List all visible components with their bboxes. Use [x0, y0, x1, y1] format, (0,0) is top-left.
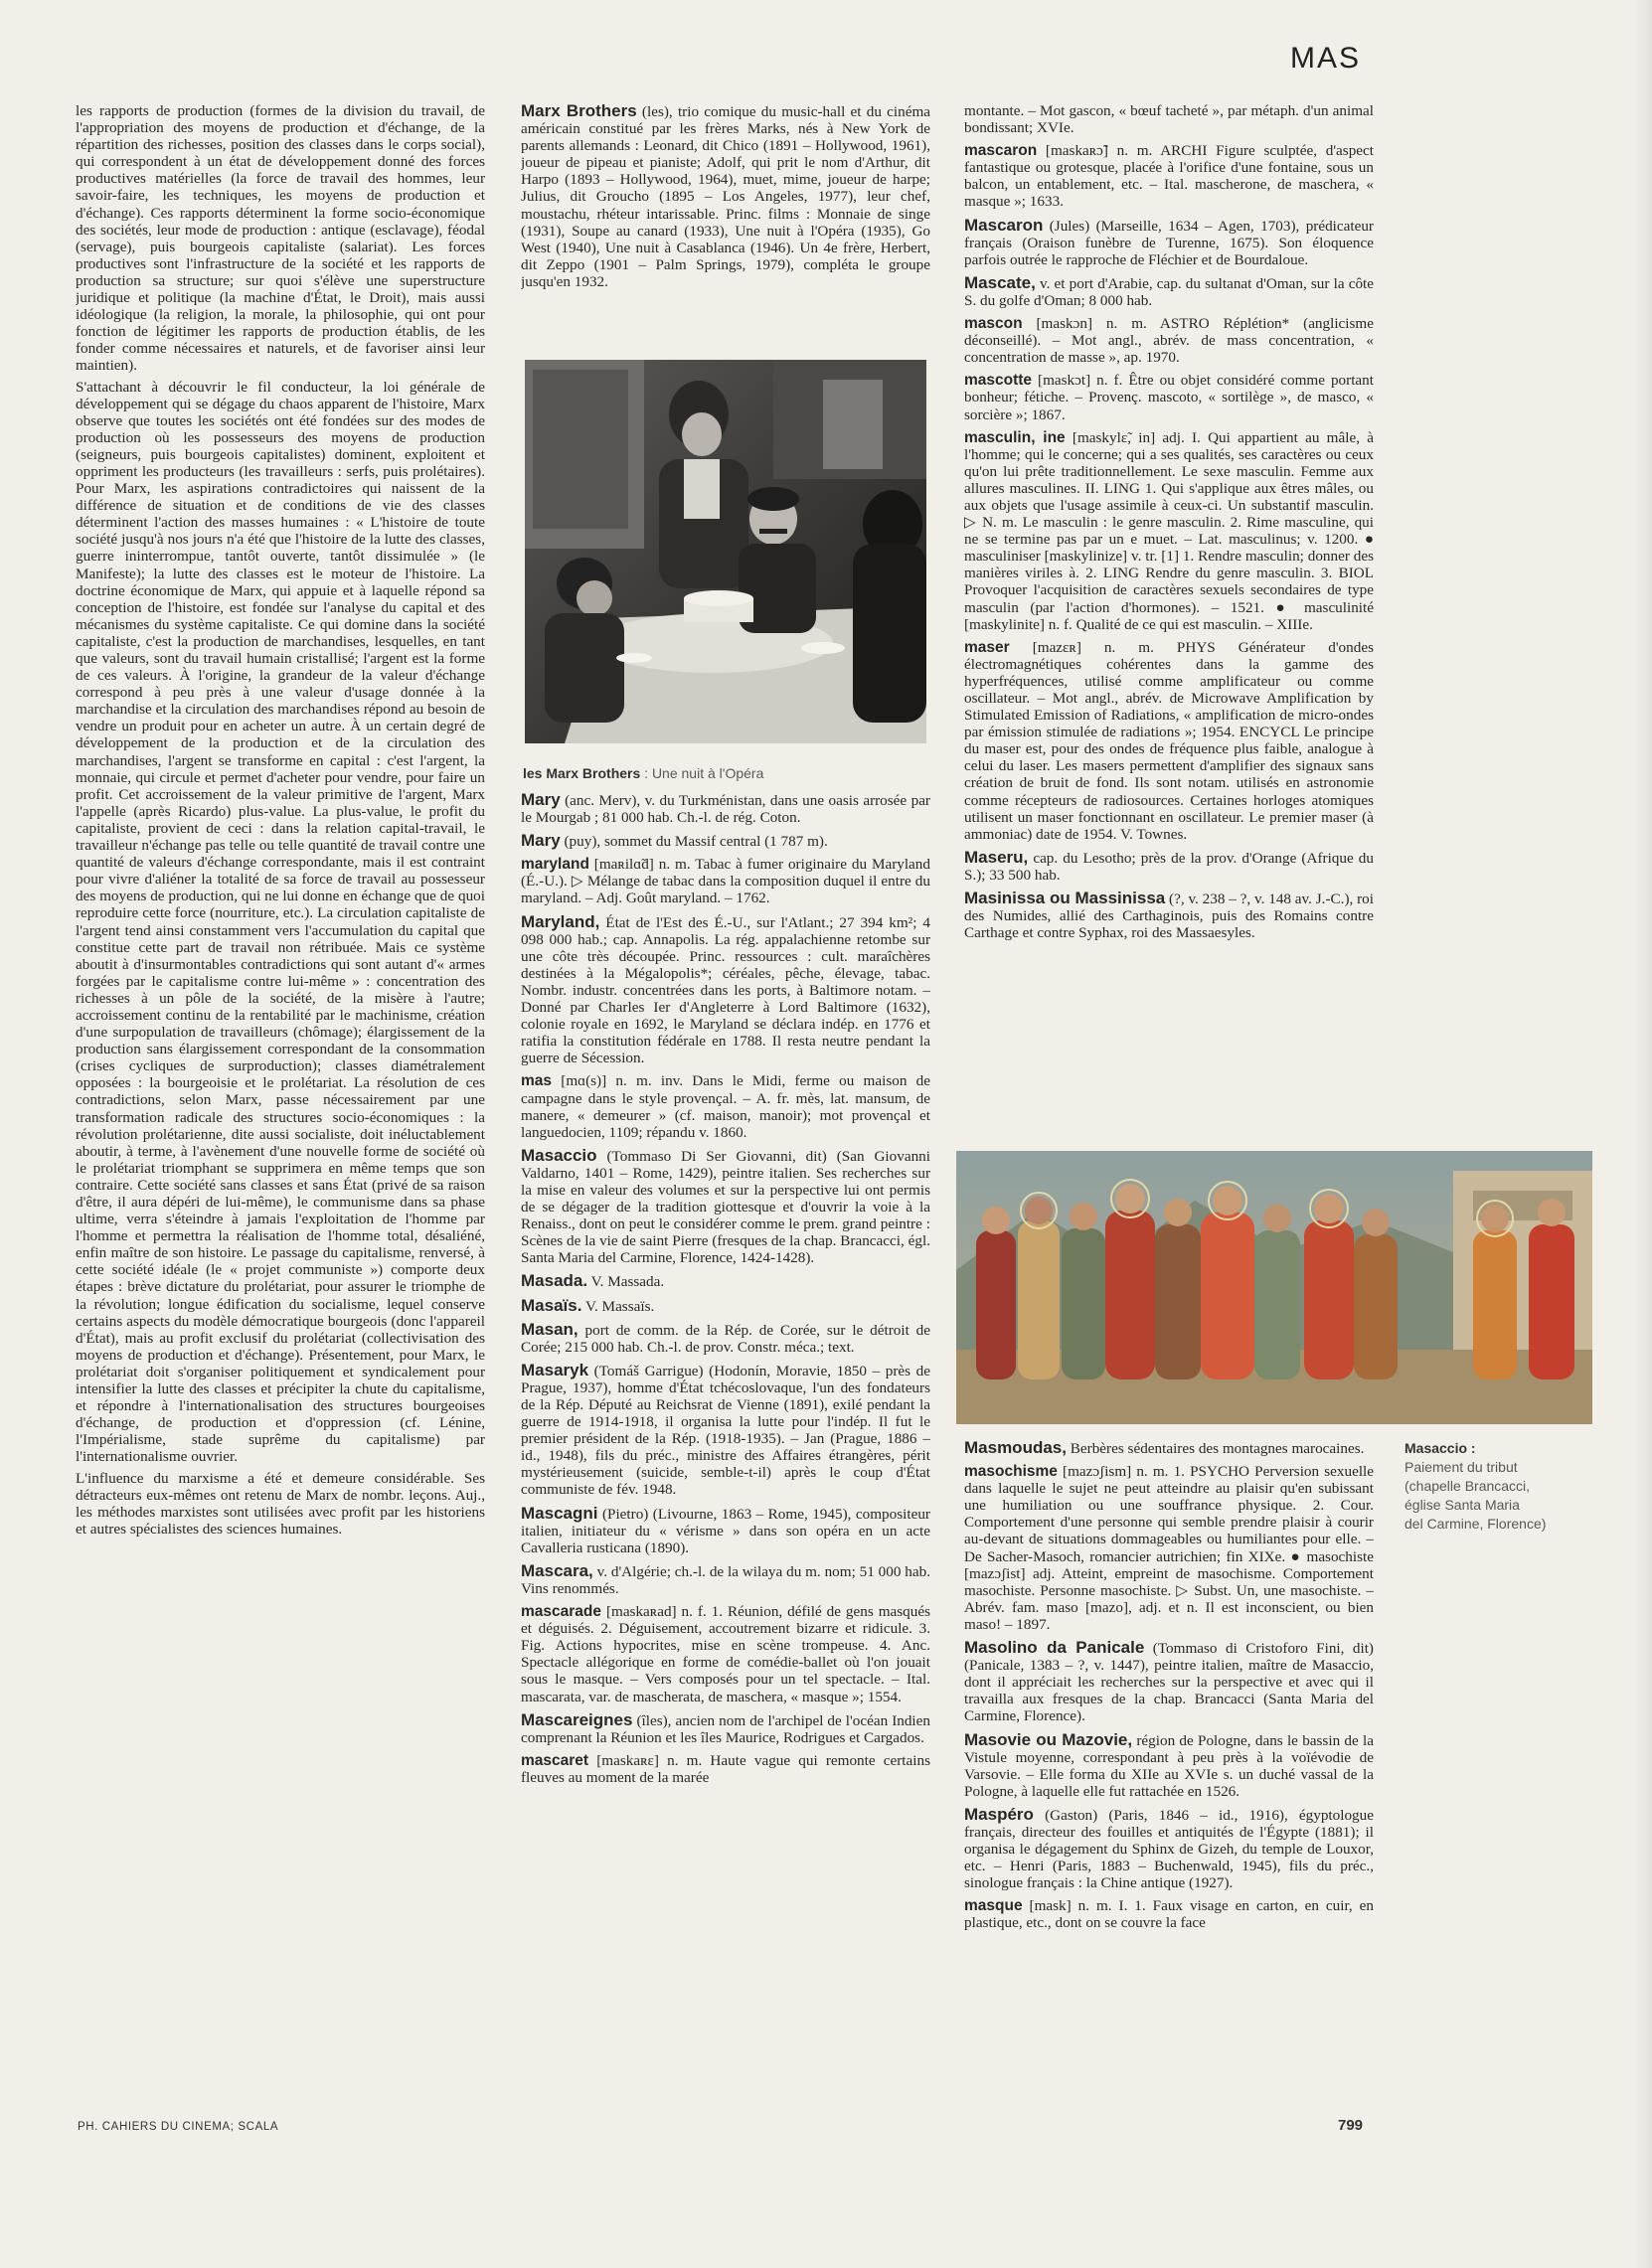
column-3-bottom	[964, 1439, 1374, 2095]
fresco-caption-line: église Santa Maria	[1404, 1497, 1520, 1513]
dictionary-entry	[521, 1362, 930, 1499]
entry-headword: Mary	[521, 791, 561, 809]
entry-headword: Mascareignes	[521, 1709, 633, 1729]
entry-headword: Mascate,	[964, 272, 1036, 292]
entry-definition: [maskaʀad] n. f. 1. Réunion, défilé de gens masqués et déguisés. 2. Déguisement, accoutrement bizarre et ridicule. 3. Fig. Actions hypocrites, mise en scène trompeuse. 4. Anc. Spectacle allégorique en forme de comédie-ballet où l'on jouait sous le masque. – Vers composés pour un tel spectacle. – Ital. mascarata, var. de mascherata, de maschera, « masque »; 1554.	[521, 1603, 930, 1705]
entry-headword: mascarade	[521, 1603, 602, 1621]
entry-headword: maser	[964, 638, 1010, 656]
dictionary-entry	[964, 274, 1374, 309]
entry-definition: montante. – Mot gascon, « bœuf tacheté », par métaph. d'un animal bondissant; XVIe.	[964, 102, 1374, 137]
entry-definition: [mazɛʀ] n. m. PHYS Générateur d'ondes électromagnétiques cohérentes dans la gamme des hyperfréquences, utilisé comme amplificateur ou comme oscillateur. – Mot angl., abrév. de Microwave Amplification by Stimulated Emission of Radiations, « amplification de micro-ondes par émission stimulée de radiations »; 1954. ENCYCL Le principe du maser est, pour des ondes de fréquence plus faible, analogue à celui du laser. Les masers permettent d'amplifier des signaux sans création de bruit de fond. Ils sont notam. utilisés en astronomie comme récepteurs de radiosources. Certaines horloges atomiques utilisent un maser fonctionnant en oscillateur. Le premier maser (à ammoniac) date de 1954. V. Townes.	[964, 638, 1374, 843]
dictionary-entry	[964, 849, 1374, 884]
dictionary-entry	[964, 1639, 1374, 1724]
entry-definition: (Jules) (Marseille, 1634 – Agen, 1703), prédicateur français (Oraison funèbre de Turenne, 1675). Son éloquence parfois outrée le rapproche de Fléchier et de Bourdaloue.	[964, 217, 1374, 268]
column-3-top	[964, 102, 1374, 1131]
dictionary-entry	[964, 1897, 1374, 1931]
entry-headword: Masada.	[521, 1271, 588, 1291]
entry-headword: masque	[964, 1897, 1023, 1915]
entry-definition: (?, v. 238 – ?, v. 148 av. J.-C.), roi des Numides, allié des Carthaginois, puis des Romains contre Carthage et contre Syphax, roi des Massaesyles.	[964, 891, 1374, 942]
entry-headword: Masovie ou Mazovie,	[964, 1729, 1133, 1749]
dictionary-entry	[964, 1806, 1374, 1891]
entry-definition: cap. du Lesotho; près de la prov. d'Orange (Afrique du S.); 33 500 hab.	[964, 849, 1374, 884]
dictionary-entry	[521, 1505, 930, 1556]
entry-headword: Masan,	[521, 1319, 578, 1339]
entry-headword: mascotte	[964, 372, 1033, 390]
page-number: 799	[1338, 2117, 1364, 2134]
dictionary-entry	[964, 1439, 1374, 1457]
dictionary-entry	[521, 1603, 930, 1705]
entry-definition: (Tommaso Di Ser Giovanni, dit) (San Giovanni Valdarno, 1401 – Rome, 1429), peintre italien. Ses recherches sur la mise en valeur des volumes et sur la perspective lui ont permis de se dégager de la tradition giottesque et d'ouvrir la voie à la Renaiss., dont on peut le considérer comme le prem. grand peintre : Scènes de la vie de saint Pierre (fresques de la chap. Brancacci, égl. Santa Maria del Carmine, Florence, 1424-1428).	[521, 1147, 930, 1267]
fresco-caption-title: Masaccio :	[1404, 1440, 1476, 1456]
entry-definition: [mazɔʃism] n. m. 1. PSYCHO Perversion sexuelle dans laquelle le sujet ne peut atteindre au plaisir qu'en subissant une humiliation ou une souffrance physique. 2. Cour. Comportement d'une personne qui semble prendre plaisir à courir au-devant de situations dommageables ou humiliantes pour elle. – De Sacher-Masoch, romancier autrichien; fin XIXe. ● masochiste [mazɔʃist] adj. Atteint, empreint de masochisme. Comportement masochiste. Personne masochiste. ▷ Subst. Un, une masochiste. – Abrév. fam. maso [mazo], adj. et n. Il est inconscient, ou bien maso! – 1897.	[964, 1463, 1374, 1633]
entry-headword: Masaryk	[521, 1360, 589, 1379]
entry-definition: [maskaʀɔ̃] n. m. ARCHI Figure sculptée, d'aspect fantastique ou grotesque, placée à l'orifice d'une fontaine, sous un balcon, un entablement, etc. – Ital. mascherone, de maschera, « masque »; 1633.	[964, 142, 1374, 211]
entry-headword: Mascagni	[521, 1503, 598, 1523]
dictionary-entry	[964, 142, 1374, 210]
dictionary-entry	[964, 217, 1374, 268]
entry-headword: mascaron	[964, 142, 1038, 160]
dictionary-entry	[521, 1562, 930, 1597]
entry-definition: État de l'Est des É.-U., sur l'Atlant.; 27 394 km²; 4 098 000 hab.; cap. Annapolis. La rég. appalachienne retombe sur une côte très découpée. Princ. ressources : cult. maraîchères destinées à la Mégalopolis*; céréales, pêche, élevage, tabac. Nombr. industr. concentrées dans les ports, à Baltimore notam. – Donné par Charles Ier d'Angleterre à Lord Baltimore (1632), colonie royale en 1692, le Maryland se déclara indép. en 1776 et ratifia la constitution fédérale en 1788. Il resta neutre pendant la guerre de Sécession.	[521, 913, 930, 1067]
entry-definition: région de Pologne, dans le bassin de la Vistule moyenne, correspondant à peu près à la voïévodie de Varsovie. – Elle forma du XIIe au XVIe s. un duché vassal de la Pologne, à laquelle elle fut rattachée en 1526.	[964, 1731, 1374, 1800]
dictionary-entry	[521, 1711, 930, 1746]
entry-definition: V. Massada.	[587, 1273, 665, 1291]
masaccio-fresco	[956, 1151, 1592, 1424]
entry-headword: mas	[521, 1072, 553, 1090]
fresco-caption	[1404, 1439, 1603, 1534]
fresco-caption-line: del Carmine, Florence)	[1404, 1516, 1547, 1532]
dictionary-entry	[521, 791, 930, 826]
entry-definition: Berbères sédentaires des montagnes marocaines.	[1066, 1440, 1365, 1457]
fresco-caption-line: Paiement du tribut	[1404, 1459, 1518, 1475]
dictionary-entry	[521, 1321, 930, 1356]
entry-headword: Marx Brothers	[521, 102, 637, 120]
caption-subject: les Marx Brothers	[523, 765, 641, 781]
dictionary-entry	[964, 1463, 1374, 1633]
dictionary-entry	[964, 429, 1374, 633]
entry-definition: (Gaston) (Paris, 1846 – id., 1916), égyptologue français, directeur des fouilles et antiquités de l'Égypte (1881); il organisa le dégagement du Sphinx de Gizeh, du temple de Louxor, etc. – Henri (Paris, 1883 – Buchenwald, 1945), fils du préc., sinologue français : la Chine antique (1927).	[964, 1806, 1374, 1892]
column-2-top	[521, 102, 930, 351]
dictionary-entry	[521, 1752, 930, 1786]
entry-definition: [maʀilɑ̃d] n. m. Tabac à fumer originaire du Maryland (É.-U.). ▷ Mélange de tabac dans la composition duquel il entre du maryland. – Adj. Goût maryland. – 1762.	[521, 856, 930, 907]
column-1	[76, 102, 485, 2095]
entry-headword: mascaret	[521, 1751, 589, 1769]
entry-headword: Maspéro	[964, 1804, 1034, 1824]
page-edge-shadow	[1634, 0, 1652, 2268]
fresco-caption-lines	[1404, 1458, 1603, 1534]
entry-definition: V. Massaïs.	[581, 1297, 655, 1315]
entry-headword: Masinissa ou Massinissa	[964, 889, 1166, 908]
entry-definition: (Pietro) (Livourne, 1863 – Rome, 1945), compositeur italien, initiateur du « vérisme » dans son opéra en un acte Cavalleria rusticana (1890).	[521, 1505, 930, 1556]
entry-headword: Maseru,	[964, 847, 1029, 867]
entry-headword: Mary	[521, 831, 561, 851]
entry-definition: [mɑ(s)] n. m. inv. Dans le Midi, ferme ou maison de campagne dans le style provençal. – A. fr. mès, lat. mansum, de manere, « demeurer » (cf. maison, manoir); mot provençal et languedocien, 1109; répandu v. 1860.	[521, 1072, 930, 1141]
dictionary-entry	[521, 832, 930, 850]
entry-headword: Mascaron	[964, 215, 1044, 235]
paragraph: les rapports de production (formes de la division du travail, de l'appropriation des moyens de production et d'échange, de la répartition des richesses, position des classes dans le corps social), qui correspondent à un état de développement donné des forces productives matérielles (la force de travail des hommes, leur savoir-faire, les techniques, les moyens de production et d'échange). Ces rapports déterminent la forme socio-économique des sociétés, leur mode de production : antique (esclavage), féodal (servage), puis bourgeois capitaliste (salariat). Les forces productives sont l'infrastructure de la société et les rapports de production sa structure; sur quoi s'élève une superstructure juridique et politique (la machine d'État, le Droit), mais aussi idéologique (la religion, la morale, la philosophie, qui ont pour fonction de légitimer les rapports de production établis, de les fonder comme nécessaires et naturels, et de favoriser ainsi leur maintien).	[76, 102, 485, 375]
dictionary-entry	[521, 102, 930, 290]
dictionary-entry	[521, 1072, 930, 1140]
entry-headword: Maryland,	[521, 911, 600, 931]
marx-brothers-photo	[525, 360, 926, 743]
entry-definition: (Tomáš Garrigue) (Hodonín, Moravie, 1850 – près de Prague, 1937), homme d'État tchécoslovaque, l'un des fondateurs de la Rép. Député au Reichsrat de Vienne (1891), exilé pendant la guerre de 1914-1918, il organisa la lutte pour l'indép. Il fut le premier président de la Rép. (1918-1935). – Jan (Prague, 1886 – id., 1948), fils du préc., ministre des Affaires étrangères, périt mystérieusement (suicide, semble-t-il) après le coup d'État communiste de fév. 1948.	[521, 1362, 930, 1499]
entry-definition: [maskaʀɛ] n. m. Haute vague qui remonte certains fleuves au moment de la marée	[521, 1751, 930, 1786]
guide-word: MAS	[1290, 42, 1362, 75]
entry-definition: [mask] n. m. I. 1. Faux visage en carton, en cuir, en plastique, etc., dont on se couvre la face	[964, 1897, 1374, 1932]
fresco-caption-line: (chapelle Brancacci,	[1404, 1478, 1531, 1494]
entry-headword: Masaccio	[521, 1145, 597, 1165]
entry-definition: (puy), sommet du Massif central (1 787 m).	[560, 833, 828, 851]
entry-definition: [maskɔn] n. m. ASTRO Réplétion* (anglicisme déconseillé). – Mot angl., abrév. de mass concentration, « concentration de masse », ap. 1970.	[964, 315, 1374, 367]
entry-headword: Mascara,	[521, 1560, 593, 1580]
entry-definition: [maskylɛ̃, in] adj. I. Qui appartient au mâle, à l'homme; qui le concerne; qui a ses qualités, ses caractères ou ceux qu'on lui prête traditionnellement. Le sexe masculin. Femme aux allures masculines. II. LING 1. Qui s'applique aux êtres mâles, ou aux objets que l'usage assimile à ceux-ci. Un substantif masculin. ▷ N. m. Le masculin : le genre masculin. 2. Rime masculine, qui ne se termine pas par un e muet. – Lat. masculinus; v. 1200. ● masculiniser [maskylinize] v. tr. [1] 1. Rendre masculin; donner des manières viriles à. 2. LING Rendre du genre masculin. 3. BIOL Provoquer l'acquisition de caractères sexuels secondaires de type masculin (par l'action d'hormones). – 1521. ● masculinité [maskylinite] n. f. Qualité de ce qui est masculin. – XIIIe.	[964, 428, 1374, 633]
entry-definition: v. et port d'Arabie, cap. du sultanat d'Oman, sur la côte S. du golfe d'Oman; 8 000 hab.	[964, 274, 1374, 309]
paragraph: S'attachant à découvrir le fil conducteur, la loi générale de développement qui se dégage du chaos apparent de l'histoire, Marx observe que toutes les sociétés ont été fondées sur des modes de production où les possesseurs des moyens de production (seigneurs, puis bourgeois capitalistes) dominent, exploitent et oppriment les producteurs (les travailleurs : serfs, puis prolétaires). Pour Marx, les aspirations contradictoires qui naissent de la différence de situation et de conditions de vie des classes déterminent l'action des masses humaines : « L'histoire de toute société jusqu'à nos jours n'a été que l'histoire de la lutte des classes, guerre ininterrompue, tantôt ouverte, tantôt dissimulée » (le Manifeste); la lutte des classes est le moteur de l'histoire. La doctrine économique de Marx, qui appuie et à laquelle répond sa conception de l'histoire, est fondée sur l'analyse du capital et des mécanismes du système capitaliste. Ce qui domine dans la société capitaliste, c'est la production de marchandises, lesquelles, en tant que valeurs, sont du travail humain cristallisé; l'argent est la forme de ces valeurs. À l'origine, la grandeur de la valeur d'échange correspond à peu près à une valeur d'usage donnée à la marchandise et la circulation des marchandises répond au besoin de vendre un produit pour en acheter un autre. À un certain degré de développement de la production et de la circulation des marchandises, l'argent se transforme en capital : c'est l'argent, la monnaie, qui circule et permet d'acheter pour vendre, pour faire un profit. Cet accroissement de la valeur primitive de l'argent, Marx l'appelle (après Ricardo) plus-value. La plus-value, le profit du capitaliste, provient de ceci : dans la relation capital-travail, le travailleur n'échange pas telle ou telle quantité de travail contre une quantité de valeurs d'échange correspondante, mais il est contraint pour vivre d'aliéner la totalité de sa force de travail au possesseur des moyens de production, qui ne lui donne en échange que de quoi reproduire cette force (nourriture, etc.). La circulation capitaliste de l'argent tend ainsi constamment vers l'accumulation du capital que constitue cette part de travail non rétribuée. Mais ce système aboutit à d'insurmontables contradictions qui sont autant d'« armes forgées par le capitalisme contre lui-même » : concentration des richesses à un pôle de la société, de la misère à l'autre; accroissement continu de la rentabilité par le machinisme, création d'une surpopulation de travailleurs (chômage); élargissement de la production sans élargissement correspondant de la consommation (crises cycliques de surproduction); classes diamétralement opposées : la bourgeoisie et le prolétariat. La résolution de ces contradictions, selon Marx, passe nécessairement par une transformation radicale des structures socio-économiques : la révolution prolétarienne, dite aussi socialiste, doit inéluctablement aboutir, à terme, à l'avènement d'une nouvelle forme de société où le prolétariat triomphant se supprimera en même temps que son contraire. Cette société sans classes et sans État (privé de sa raison d'être, il aura dépéri de lui-même), le communisme dans sa phase ultime, verra s'éteindre à jamais l'exploitation de l'homme par l'homme et permettra la réalisation de l'homme total, désaliéné, enfin maître de son histoire. Le passage du capitalisme, renversé, à cette société idéale (le « projet communiste ») comporte deux étapes : brève dictature du prolétariat, pour assurer le triomphe de la révolution; longue édification du socialisme, lequel conserve certains aspects du modèle démocratique bourgeois (donc l'appareil d'État), mais au profit exclusif du prolétariat (collectivisation des moyens de production et d'échange). Présentement, pour Marx, le prolétariat doit s'organiser politiquement et syndicalement pour intensifier la lutte des classes et précipiter la chute du capitalisme, et répondre à l'internationalisation des structures bourgeoises d'échange, de production et d'oppression (cf. Lénine, l'Impérialisme, stade suprême du capitalisme) par l'internationalisme ouvrier.	[76, 378, 485, 1466]
entry-headword: Masmoudas,	[964, 1439, 1067, 1457]
dictionary-entry	[521, 1147, 930, 1267]
dictionary-entry	[964, 1731, 1374, 1800]
entry-headword: maryland	[521, 856, 589, 874]
dictionary-entry	[521, 1272, 930, 1290]
dictionary-entry	[964, 372, 1374, 422]
entry-definition: [maskɔt] n. f. Être ou objet considéré comme portant bonheur; fétiche. – Provenç. mascoto, « sortilège », de masco, « sorcière »; 1867.	[964, 372, 1374, 423]
marx-photo-caption	[523, 765, 940, 782]
entry-headword: masochisme	[964, 1463, 1058, 1481]
entry-definition: (les), trio comique du music-hall et du cinéma américain constitué par les frères Marks, nés à New York de parents allemands : Leonard, dit Chico (1891 – Hollywood, 1961), joueur de pipeau et pianiste; Adolf, qui prit le nom d'Arthur, dit Harpo (1893 – Hollywood, 1964), muet, mime, joueur de harpe; Julius, dit Groucho (1895 – Los Angeles, 1977), leur chef, moustachu, rhéteur intarissable. Princ. films : Monnaie de singe (1931), Soupe au canard (1933), Une nuit à l'Opéra (1935), Go West (1940), Une nuit à Casablanca (1946). Un 4e frère, Herbert, dit Zeppo (1901 – Palm Springs, 1979), compléta le groupe jusqu'en 1932.	[521, 103, 930, 290]
entry-definition: v. d'Algérie; ch.-l. de la wilaya du m. nom; 51 000 hab. Vins renommés.	[521, 1562, 930, 1597]
dictionary-entry	[964, 315, 1374, 366]
entry-definition: (îles), ancien nom de l'archipel de l'océan Indien comprenant la Réunion et les îles Maurice, Rodrigues et Cargados.	[521, 1711, 930, 1746]
caption-title: : Une nuit à l'Opéra	[640, 765, 764, 781]
dictionary-entry	[964, 890, 1374, 941]
entry-headword: Masaïs.	[521, 1295, 582, 1315]
dictionary-entry	[521, 913, 930, 1067]
entry-definition: (Tommaso di Cristoforo Fini, dit) (Panicale, 1383 – ?, v. 1447), peintre italien, maître de Masaccio, dont il appréciait les recherches sur la perspective et avec qui il travailla aux fresques de la chap. Brancacci (Santa Maria del Carmine, Florence).	[964, 1640, 1374, 1725]
dictionary-entry	[964, 102, 1374, 136]
entry-definition: (anc. Merv), v. du Turkménistan, dans une oasis arrosée par le Mourgab ; 81 000 hab. Ch.-l. de rég. Coton.	[521, 792, 930, 827]
paragraph: L'influence du marxisme a été et demeure considérable. Ses détracteurs eux-mêmes ont retenu de Marx de nombr. leçons. Auj., les méthodes marxistes sont utilisées avec profit par les historiens et autres spécialistes des sciences humaines.	[76, 1469, 485, 1538]
entry-headword: masculin, ine	[964, 428, 1066, 446]
dictionary-entry	[521, 1297, 930, 1315]
entry-headword: Masolino da Panicale	[964, 1638, 1145, 1658]
entry-definition: port de comm. de la Rép. de Corée, sur le détroit de Corée; 215 000 hab. Ch.-l. de prov. Constr. méca.; text.	[521, 1321, 930, 1356]
photo-credits: PH. CAHIERS DU CINEMA; SCALA	[78, 2121, 279, 2133]
column-2	[521, 791, 930, 2095]
entry-headword: mascon	[964, 315, 1023, 333]
dictionary-entry	[964, 639, 1374, 843]
dictionary-entry	[521, 856, 930, 906]
